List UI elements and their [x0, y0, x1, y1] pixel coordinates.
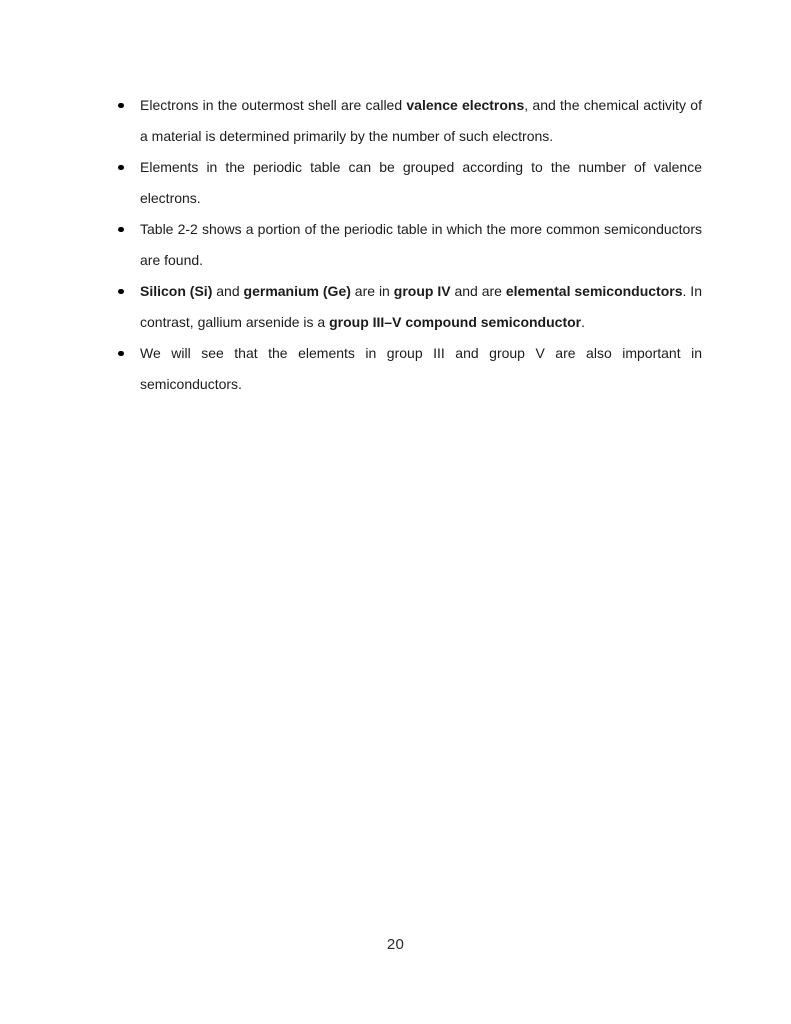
bullet-text-bold: germanium (Ge)	[243, 283, 351, 299]
bullet-item	[140, 90, 702, 152]
bullet-text-bold: group IV	[393, 283, 451, 299]
bullet-text: and	[212, 283, 244, 299]
bullet-item	[140, 338, 702, 400]
bullet-text-bold: elemental semiconductors	[505, 283, 683, 299]
bullet-item	[140, 214, 702, 276]
bullet-text: . In contrast, gallium arsenide is a	[140, 283, 702, 330]
bullet-text-bold: Silicon (Si)	[140, 283, 213, 299]
bullet-item	[140, 276, 702, 338]
bullet-text: and are	[450, 283, 506, 299]
bullet-text-bold: valence electrons	[406, 97, 525, 113]
bullet-text: Elements in the periodic table can be grouped according to the number of valence electrons.	[140, 159, 702, 206]
bullet-text: Electrons in the outermost shell are called	[140, 97, 407, 113]
bullet-text: , and the chemical activity of a material is determined primarily by the number of such electrons.	[140, 97, 702, 144]
bullet-text: Table 2-2 shows a portion of the periodic table in which the more common semiconductors are found.	[140, 221, 702, 268]
bullet-dot-icon	[118, 165, 124, 171]
bullet-dot-icon	[118, 103, 124, 109]
bullet-item	[140, 152, 702, 214]
bullet-dot-icon	[118, 351, 124, 357]
bullet-text-bold: group III–V compound semiconductor	[329, 314, 582, 330]
bullet-text: .	[581, 314, 585, 330]
bullet-text: are in	[350, 283, 394, 299]
page-number: 20	[386, 936, 405, 953]
bullet-dot-icon	[118, 289, 124, 295]
bullet-dot-icon	[118, 227, 124, 233]
bullet-text: We will see that the elements in group III and group V are also important in semiconductors.	[140, 345, 702, 392]
bullet-list	[140, 90, 702, 400]
